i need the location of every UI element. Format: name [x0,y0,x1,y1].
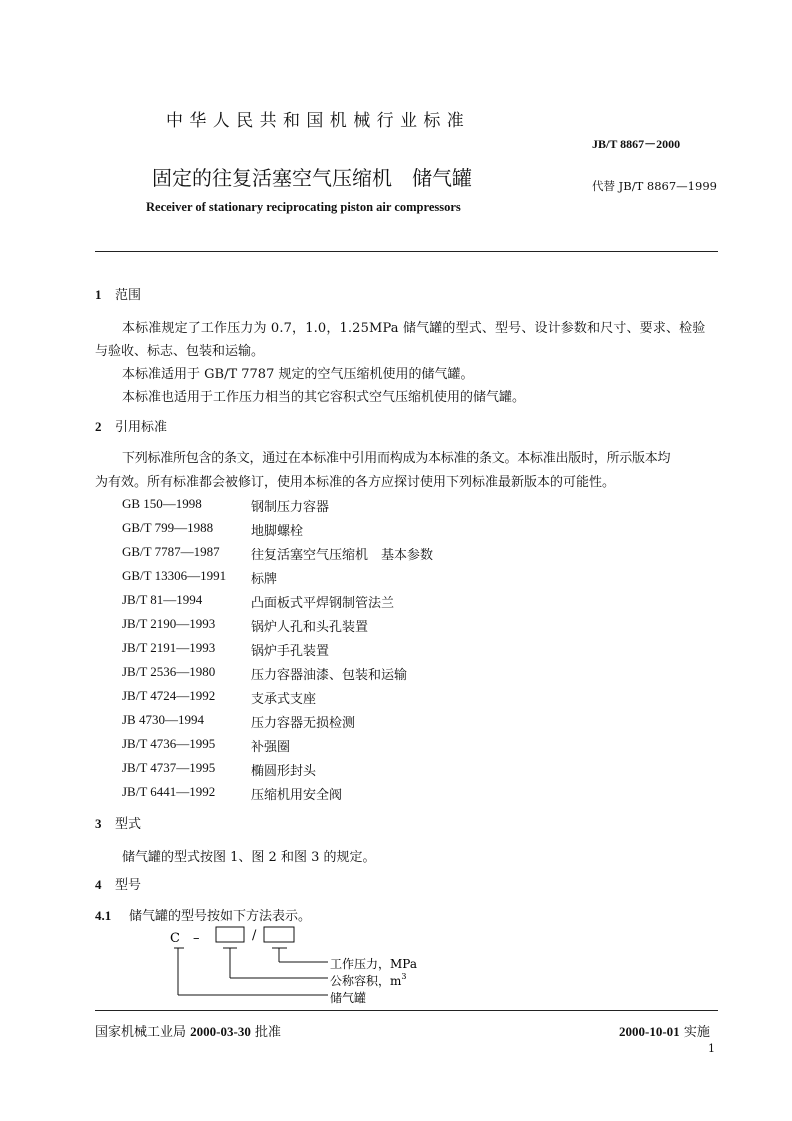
reference-code: GB 150—1998 [122,496,202,511]
footer-divider [95,1010,718,1011]
effective-label: 实施 [683,1025,710,1040]
reference-code: JB/T 81—1994 [122,592,203,607]
reference-code: JB/T 4724—1992 [122,688,216,703]
section-2-heading [95,416,167,435]
section-4-heading [95,874,141,893]
section-title: 范围 [115,288,142,303]
section-title: 型式 [115,817,142,832]
label-pressure: 工作压力，MPa [330,957,417,971]
reference-code: GB/T 799—1988 [122,520,214,535]
subsection-text: 储气罐的型号按如下方法表示。 [129,909,312,924]
paragraph: 与验收、标志、包装和运输。 [95,344,265,359]
document-title-en: Receiver of stationary reciprocating piston air compressors [146,200,461,214]
section-1-heading [95,284,141,303]
reference-code: GB/T 7787—1987 [122,544,220,559]
reference-title: 地脚螺栓 [251,524,304,539]
reference-code: JB/T 2536—1980 [122,664,216,679]
reference-code: JB/T 6441—1992 [122,784,216,799]
reference-title: 椭圆形封头 [251,764,317,779]
paragraph: 下列标准所包含的条文，通过在本标准中引用而构成为本标准的条文。本标准出版时，所示版本均 [122,451,671,466]
reference-title: 往复活塞空气压缩机 基本参数 [251,548,434,563]
approve-label: 批准 [254,1025,281,1040]
label-volume-superscript: 3 [401,972,407,981]
section-number: 3 [95,816,102,831]
subsection-number: 4.1 [95,908,112,923]
reference-code: JB/T 2190—1993 [122,616,216,631]
diagram-dash: – [193,931,200,946]
paragraph: 本标准也适用于工作压力相当的其它容积式空气压缩机使用的储气罐。 [122,390,526,405]
reference-title: 压力容器无损检测 [251,716,356,731]
reference-code: JB/T 4737—1995 [122,760,216,775]
label-receiver: 储气罐 [330,991,367,1005]
reference-title: 补强圈 [251,740,291,755]
reference-title: 压缩机用安全阀 [251,788,343,803]
label-volume [330,972,406,988]
reference-code: JB 4730—1994 [122,712,204,727]
diagram-prefix: C [170,931,180,946]
footer-effective [619,1021,710,1040]
effective-date: 2000-10-01 [619,1024,680,1039]
section-title: 引用标准 [115,420,168,435]
label-volume-text: 公称容积，m [330,974,402,988]
document-title-zh: 固定的往复活塞空气压缩机 储气罐 [152,166,472,190]
reference-title: 压力容器油漆、包装和运输 [251,668,408,683]
paragraph: 本标准规定了工作压力为 0.7，1.0，1.25MPa 储气罐的型式、型号、设计参数和尺寸、要求、检验 [122,321,706,336]
paragraph: 储气罐的型式按图 1、图 2 和图 3 的规定。 [122,850,376,865]
replaces-standard: 代替 JB/T 8867—1999 [592,179,717,193]
section-number: 1 [95,287,102,302]
pressure-box [264,927,294,942]
reference-title: 锅炉手孔装置 [251,644,330,659]
volume-box [216,927,244,942]
reference-title: 钢制压力容器 [251,500,330,515]
approve-date: 2000-03-30 [190,1024,251,1039]
section-number: 2 [95,419,102,434]
diagram-slash: / [252,928,257,943]
designation-diagram [160,918,460,1010]
issuer: 国家机械工业局 [95,1025,187,1040]
org-title: 中华人民共和国机械行业标准 [166,111,471,131]
reference-title: 标牌 [251,572,278,587]
section-3-heading [95,813,141,832]
page-number: 1 [708,1042,715,1055]
paragraph: 本标准适用于 GB/T 7787 规定的空气压缩机使用的储气罐。 [122,367,474,382]
reference-title: 支承式支座 [251,692,317,707]
reference-code: JB/T 2191—1993 [122,640,216,655]
reference-title: 凸面板式平焊钢制管法兰 [251,596,395,611]
paragraph: 为有效。所有标准都会被修订，使用本标准的各方应探讨使用下列标准最新版本的可能性。 [95,475,616,490]
reference-code: GB/T 13306—1991 [122,568,227,583]
standard-number: JB/T 8867－2000 [592,137,681,151]
footer-approval [95,1021,281,1040]
reference-title: 锅炉人孔和头孔装置 [251,620,369,635]
section-number: 4 [95,877,102,892]
section-title: 型号 [115,878,142,893]
reference-code: JB/T 4736—1995 [122,736,216,751]
header-divider [95,251,718,252]
